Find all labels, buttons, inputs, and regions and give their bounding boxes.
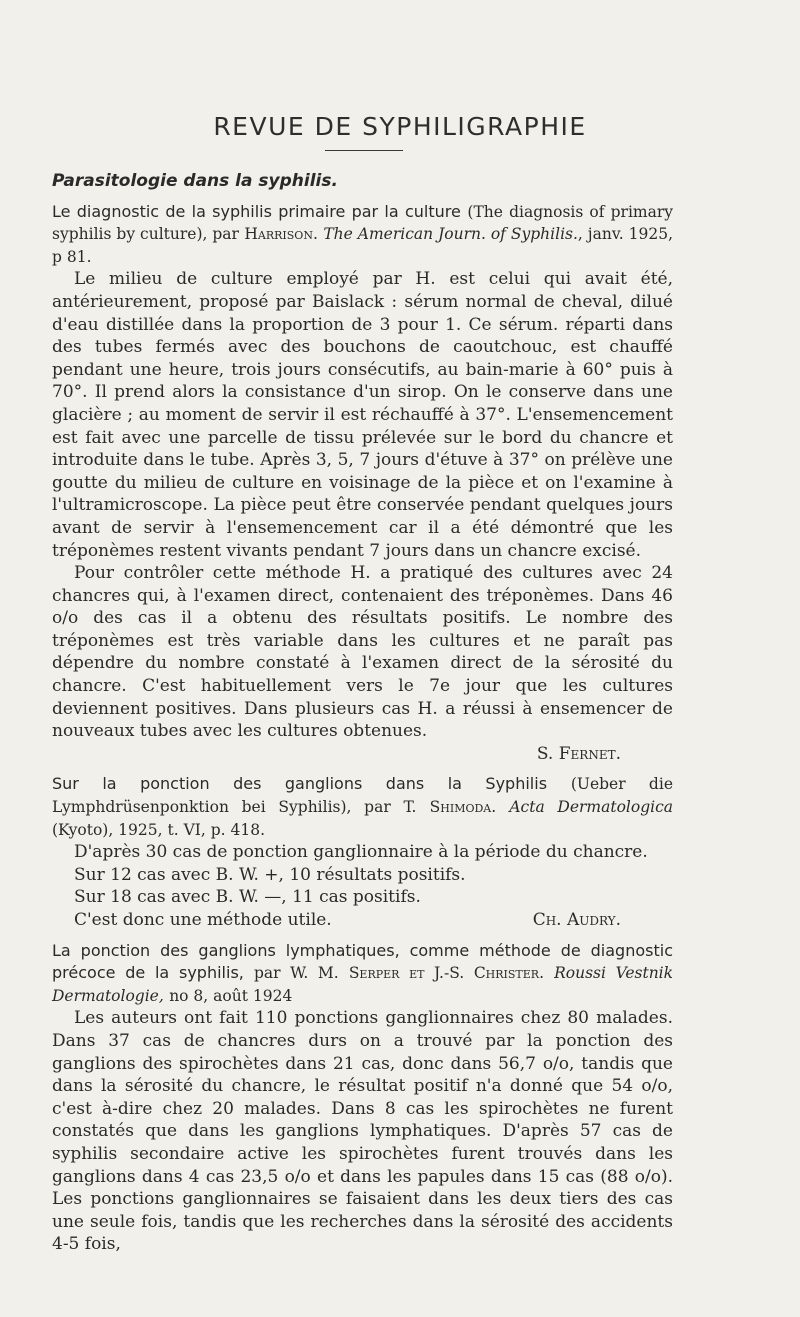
article-title: Le diagnostic de la syphilis primaire par la culture	[52, 201, 461, 221]
article-signature: Ch. Audry.	[532, 910, 621, 930]
header-rule	[325, 150, 403, 151]
article-heading	[52, 940, 673, 1008]
article-conclusion: C'est donc une méthode utile.	[74, 910, 332, 930]
article-reference-end: no 8, août 1924	[169, 986, 293, 1005]
article-signature: S. Fernet.	[536, 743, 621, 764]
article-paragraph: Le milieu de culture employé par H. est celui qui avait été, antérieurement, proposé par Baislack : sérum normal de cheval, dilué d'eau distillée dans la proportion de 3 pour 1. Ce sérum. réparti dans des tubes fermés avec des bouchons de caoutchouc, est chauffé pendant une heure, trois jours consécutifs, au bain-marie à 60° puis à 70°. Il prend alors la consistance d'un sirop. On le conserve dans une glacière ; au moment de servir il est réchauffé à 37°. L'ensemencement est fait avec une parcelle de tissu prélevée sur le bord du chancre et introduite dans le tube. Après 3, 5, 7 jours d'étuve à 37° on prélève une goutte du milieu de culture en voisinage de la pièce et on l'examine à l'ultramicroscope. La pièce peut être conservée pendant quelques jours avant de servir à l'ensemencement car il a été démontré que les tréponèmes restent vivants pendant 7 jours dans un chancre excisé.	[52, 269, 673, 561]
article-author: Harrison.	[244, 225, 318, 244]
article-paragraph: Sur 12 cas avec B. W. +, 10 résultats positifs.	[74, 864, 466, 885]
article-journal: Acta Dermatologica	[509, 798, 674, 817]
article-heading	[52, 201, 673, 269]
article-heading	[52, 773, 673, 841]
article-reference: (Ueber die Lymphdrüsenponktion bei Syphilis), par T.	[52, 775, 673, 817]
signature-line	[52, 743, 673, 766]
article-reference: par W. M.	[253, 964, 339, 983]
section-title: Parasitologie dans la syphilis.	[52, 171, 338, 191]
article-paragraph: Sur 18 cas avec B. W. —, 11 cas positifs.	[74, 887, 421, 908]
article-reference-end: , janv. 1925, p 81.	[52, 225, 674, 266]
article-title: La ponction des ganglions lymphatiques, comme méthode de diagnostic précoce de la syphilis,	[52, 940, 673, 983]
article-title: Sur la ponction des ganglions dans la Syphilis	[52, 774, 548, 794]
article-reference: (The diagnosis of primary syphilis by culture), par	[52, 202, 674, 244]
article-reference-end: (Kyoto), 1925, t. VI, p. 418.	[52, 820, 266, 839]
article-journal: The American Journ. of Syphilis.	[323, 225, 578, 244]
page-header: REVUE DE SYPHILIGRAPHIE	[213, 112, 587, 141]
article-paragraph: Les auteurs ont fait 110 ponctions ganglionnaires chez 80 malades. Dans 37 cas de chancres durs on a trouvé par la ponction des ganglions des spirochètes dans 21 cas, donc dans 56,7 o/o, tandis que dans la sérosité du chancre, le résultat positif n'a donné que 54 o/o, c'est à-dire chez 20 malades. Dans 8 cas les spirochètes ne furent constatés que dans les ganglions lymphatiques. D'après 57 cas de syphilis secondaire active les spirochètes furent trouvés dans les ganglions dans 4 cas 23,5 o/o et dans les papules dans 15 cas (88 o/o). Les ponctions ganglionnaires se faisaient dans les deux tiers des cas une seule fois, tandis que les recherches dans la sérosité des accidents 4-5 fois,	[52, 1008, 673, 1255]
article-paragraph: Pour contrôler cette méthode H. a pratiqué des cultures avec 24 chancres qui, à l'examen direct, contenaient des tréponèmes. Dans 46 o/o des cas il a obtenu des résultats positifs. Le nombre des tréponèmes est très variable dans les cultures et ne paraît pas dépendre du nombre constaté à l'examen direct de la sérosité du chancre. C'est habituellement vers le 7e jour que les cultures deviennent positives. Dans plusieurs cas H. a réussi à ensemencer de nouveaux tubes avec les cultures obtenues.	[52, 563, 673, 742]
signature-line	[52, 909, 673, 932]
article-author: Serper et J.-S. Christer.	[348, 964, 545, 983]
article-journal: Roussi Vestnik Dermatologie,	[52, 964, 674, 1005]
main-content	[52, 166, 673, 1256]
article-author: Shimoda.	[429, 798, 497, 817]
article-paragraph: D'après 30 cas de ponction ganglionnaire à la période du chancre.	[74, 842, 648, 863]
